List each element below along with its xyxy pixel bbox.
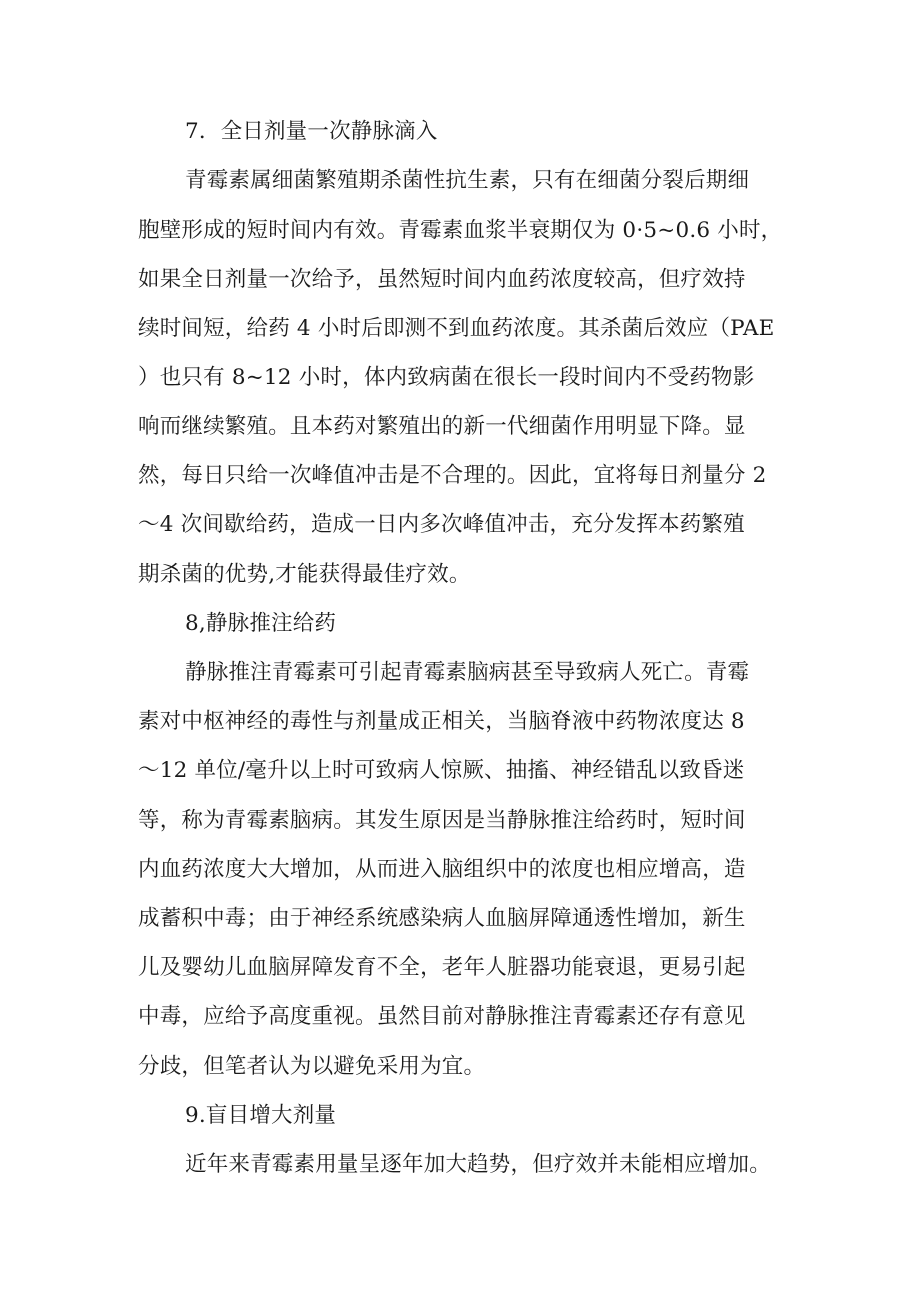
paragraph-line: 内血药浓度大大增加，从而进入脑组织中的浓度也相应增高，造	[138, 857, 746, 882]
section-heading: 7．全日剂量一次静脉滴入	[185, 119, 438, 144]
paragraph-line: 胞壁形成的短时间内有效。青霉素血浆半衰期仅为 0·5~0.6 小时，	[138, 218, 783, 243]
paragraph-line: 期杀菌的优势,才能获得最佳疗效。	[138, 562, 471, 587]
paragraph-line: 近年来青霉素用量呈逐年加大趋势，但疗效并未能相应增加。	[185, 1152, 771, 1177]
paragraph-line: ～12 单位/毫升以上时可致病人惊厥、抽搐、神经错乱以致昏迷	[138, 758, 745, 783]
paragraph-line: 响而继续繁殖。且本药对繁殖出的新一代细菌作用明显下降。显	[138, 414, 746, 439]
paragraph-line: 儿及婴幼儿血脑屏障发育不全，老年人脏器功能衰退，更易引起	[138, 955, 746, 980]
paragraph-line: 成蓄积中毒；由于神经系统感染病人血脑屏障通透性增加，新生	[138, 906, 746, 931]
paragraph-line: 中毒，应给予高度重视。虽然目前对静脉推注青霉素还存有意见	[138, 1004, 746, 1029]
paragraph-line: ～4 次间歇给药，造成一日内多次峰值冲击，充分发挥本药繁殖	[138, 512, 745, 537]
paragraph-line: 素对中枢神经的毒性与剂量成正相关，当脑脊液中药物浓度达 8	[138, 709, 745, 734]
section-heading: 9.盲目增大剂量	[185, 1103, 337, 1128]
paragraph-line: 然，每日只给一次峰值冲击是不合理的。因此，宜将每日剂量分 2	[138, 463, 767, 488]
paragraph-line: 等，称为青霉素脑病。其发生原因是当静脉推注给药时，短时间	[138, 808, 746, 833]
paragraph-line: 青霉素属细菌繁殖期杀菌性抗生素，只有在细菌分裂后期细	[185, 168, 750, 193]
paragraph-line: 分歧，但笔者认为以避免采用为宜。	[138, 1054, 486, 1079]
section-heading: 8,静脉推注给药	[185, 611, 337, 636]
paragraph-line: 静脉推注青霉素可引起青霉素脑病甚至导致病人死亡。青霉	[185, 660, 750, 685]
paragraph-line: 如果全日剂量一次给予，虽然短时间内血药浓度较高，但疗效持	[138, 267, 746, 292]
paragraph-line: ）也只有 8~12 小时，体内致病菌在很长一段时间内不受药物影	[138, 365, 755, 390]
paragraph-line: 续时间短，给药 4 小时后即测不到血药浓度。其杀菌后效应（PAE	[138, 316, 775, 341]
